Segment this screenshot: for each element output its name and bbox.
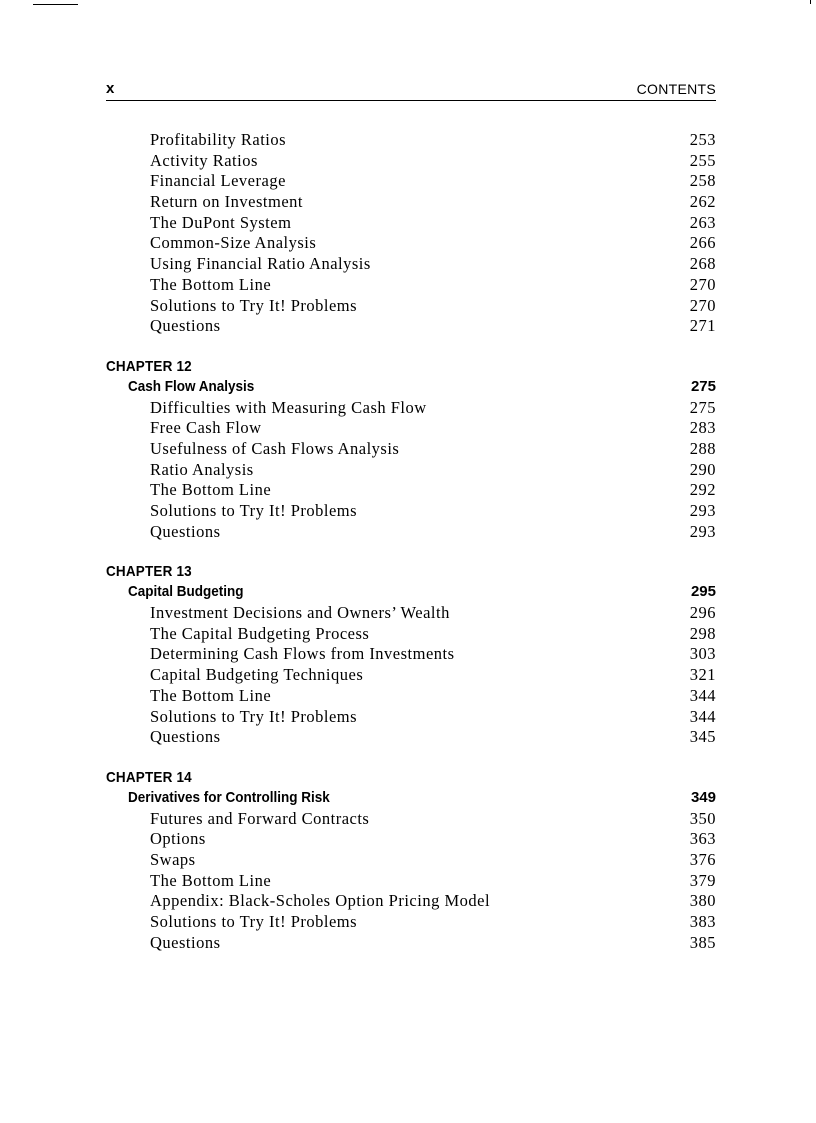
crop-mark bbox=[33, 4, 78, 5]
toc-entry[interactable] bbox=[106, 171, 716, 192]
toc-entry-title: Determining Cash Flows from Investments bbox=[150, 644, 455, 664]
table-of-contents bbox=[106, 130, 716, 953]
toc-entry-page: 383 bbox=[689, 912, 716, 931]
toc-entry-page: 376 bbox=[689, 849, 716, 869]
toc-entry-page: 253 bbox=[689, 130, 716, 149]
toc-entry[interactable] bbox=[106, 398, 716, 419]
toc-entry-title: Investment Decisions and Owners’ Wealth bbox=[150, 603, 450, 623]
toc-entry-title: Questions bbox=[150, 727, 221, 747]
toc-entry[interactable] bbox=[106, 829, 716, 850]
toc-entry[interactable] bbox=[106, 213, 716, 234]
toc-entry[interactable] bbox=[106, 522, 716, 543]
toc-entry-page: 385 bbox=[689, 932, 716, 952]
chapter-title-text: Capital Budgeting bbox=[128, 583, 244, 601]
chapter-label: CHAPTER 14 bbox=[106, 768, 192, 786]
toc-entry-page: 271 bbox=[689, 316, 716, 336]
toc-entry[interactable] bbox=[106, 296, 716, 317]
toc-entry[interactable] bbox=[106, 480, 716, 501]
toc-entry-page: 290 bbox=[689, 459, 716, 479]
toc-entry-page: 345 bbox=[689, 727, 716, 747]
toc-entry[interactable] bbox=[106, 460, 716, 481]
toc-entry[interactable] bbox=[106, 686, 716, 707]
toc-entry-title: The DuPont System bbox=[150, 212, 292, 232]
toc-entry[interactable] bbox=[106, 603, 716, 624]
toc-entry-title: Common-Size Analysis bbox=[150, 233, 317, 253]
toc-entry-page: 283 bbox=[689, 418, 716, 438]
toc-entry-page: 293 bbox=[689, 521, 716, 541]
running-title: CONTENTS bbox=[636, 81, 716, 97]
toc-entry-title: Profitability Ratios bbox=[150, 130, 287, 149]
toc-entry-page: 380 bbox=[689, 891, 716, 911]
toc-entry-page: 288 bbox=[689, 438, 716, 458]
chapter-title-text: Cash Flow Analysis bbox=[128, 377, 255, 395]
toc-entry[interactable] bbox=[106, 254, 716, 275]
toc-entry-page: 344 bbox=[689, 706, 716, 726]
toc-entry[interactable] bbox=[106, 439, 716, 460]
toc-entry-title: Difficulties with Measuring Cash Flow bbox=[150, 397, 427, 417]
toc-entry[interactable] bbox=[106, 665, 716, 686]
toc-entry[interactable] bbox=[106, 233, 716, 254]
toc-entry-page: 303 bbox=[689, 644, 716, 664]
toc-entry[interactable] bbox=[106, 707, 716, 728]
toc-entry-title: Options bbox=[150, 829, 206, 849]
toc-entry-title: Appendix: Black-Scholes Option Pricing Model bbox=[150, 891, 491, 911]
toc-entry-title: The Bottom Line bbox=[150, 274, 272, 294]
chapter-12 bbox=[106, 357, 716, 543]
toc-entry-title: Free Cash Flow bbox=[150, 418, 262, 438]
toc-entry[interactable] bbox=[106, 809, 716, 830]
toc-entry-title: Solutions to Try It! Problems bbox=[150, 912, 358, 931]
toc-entry-title: Financial Leverage bbox=[150, 171, 286, 191]
toc-entry-title: Questions bbox=[150, 521, 221, 541]
toc-entry[interactable] bbox=[106, 871, 716, 892]
toc-entry[interactable] bbox=[106, 151, 716, 172]
toc-entry-title: Solutions to Try It! Problems bbox=[150, 706, 358, 726]
crop-tick bbox=[810, 0, 811, 4]
toc-entry-page: 293 bbox=[689, 501, 716, 520]
toc-entry-title: Usefulness of Cash Flows Analysis bbox=[150, 438, 400, 458]
toc-entry-page: 255 bbox=[689, 150, 716, 170]
toc-entry-page: 350 bbox=[689, 808, 716, 828]
toc-entry-page: 266 bbox=[689, 233, 716, 253]
chapter-page: 295 bbox=[690, 583, 716, 601]
toc-entry[interactable] bbox=[106, 850, 716, 871]
chapter-title[interactable] bbox=[106, 582, 716, 603]
toc-entry-title: The Capital Budgeting Process bbox=[150, 623, 370, 643]
toc-entry-page: 263 bbox=[689, 212, 716, 232]
toc-entry[interactable] bbox=[106, 192, 716, 213]
toc-entry-title: Questions bbox=[150, 932, 221, 952]
chapter-13 bbox=[106, 562, 716, 748]
chapter-page: 349 bbox=[690, 788, 716, 806]
toc-entry[interactable] bbox=[106, 501, 716, 522]
toc-entry-title: Questions bbox=[150, 316, 221, 336]
chapter-title[interactable] bbox=[106, 788, 716, 809]
toc-entry-page: 270 bbox=[689, 295, 716, 315]
toc-entry[interactable] bbox=[106, 130, 716, 151]
toc-entry-page: 275 bbox=[689, 397, 716, 417]
toc-entry[interactable] bbox=[106, 933, 716, 954]
toc-entry-title: Activity Ratios bbox=[150, 150, 258, 170]
toc-entry-page: 270 bbox=[689, 274, 716, 294]
toc-entry-title: Return on Investment bbox=[150, 192, 303, 212]
toc-entry-page: 292 bbox=[689, 480, 716, 500]
toc-entry-page: 262 bbox=[689, 192, 716, 212]
chapter-title[interactable] bbox=[106, 377, 716, 398]
toc-entry-page: 296 bbox=[689, 603, 716, 623]
toc-entry-page: 321 bbox=[689, 665, 716, 685]
toc-entry[interactable] bbox=[106, 727, 716, 748]
chapter-label: CHAPTER 13 bbox=[106, 563, 192, 581]
toc-entry-title: The Bottom Line bbox=[150, 870, 272, 890]
chapter-label: CHAPTER 12 bbox=[106, 357, 192, 375]
toc-entry[interactable] bbox=[106, 316, 716, 337]
toc-entry-page: 268 bbox=[689, 254, 716, 274]
page-folio: x bbox=[106, 80, 115, 97]
toc-entry-page: 298 bbox=[689, 623, 716, 643]
toc-entry-title: Using Financial Ratio Analysis bbox=[150, 254, 371, 274]
toc-entry-page: 258 bbox=[689, 171, 716, 191]
toc-entry[interactable] bbox=[106, 912, 716, 933]
toc-entry[interactable] bbox=[106, 891, 716, 912]
toc-entry-title: Capital Budgeting Techniques bbox=[150, 665, 364, 685]
running-header bbox=[106, 80, 716, 101]
chapter-title-text: Derivatives for Controlling Risk bbox=[128, 788, 330, 806]
toc-entry-title: Swaps bbox=[150, 849, 196, 869]
toc-entry-page: 344 bbox=[689, 685, 716, 705]
toc-entry-title: Futures and Forward Contracts bbox=[150, 808, 370, 828]
toc-entry[interactable] bbox=[106, 418, 716, 439]
toc-entry-title: Ratio Analysis bbox=[150, 459, 254, 479]
toc-entry-title: Solutions to Try It! Problems bbox=[150, 295, 358, 315]
chapter-14 bbox=[106, 768, 716, 954]
toc-entry-title: The Bottom Line bbox=[150, 480, 272, 500]
toc-entry-page: 363 bbox=[689, 829, 716, 849]
intro-entries bbox=[106, 130, 716, 337]
toc-entry[interactable] bbox=[106, 275, 716, 296]
toc-entry-page: 379 bbox=[689, 870, 716, 890]
toc-entry-title: Solutions to Try It! Problems bbox=[150, 501, 358, 520]
toc-entry[interactable] bbox=[106, 624, 716, 645]
chapter-page: 275 bbox=[690, 377, 716, 395]
toc-entry[interactable] bbox=[106, 644, 716, 665]
toc-entry-title: The Bottom Line bbox=[150, 685, 272, 705]
